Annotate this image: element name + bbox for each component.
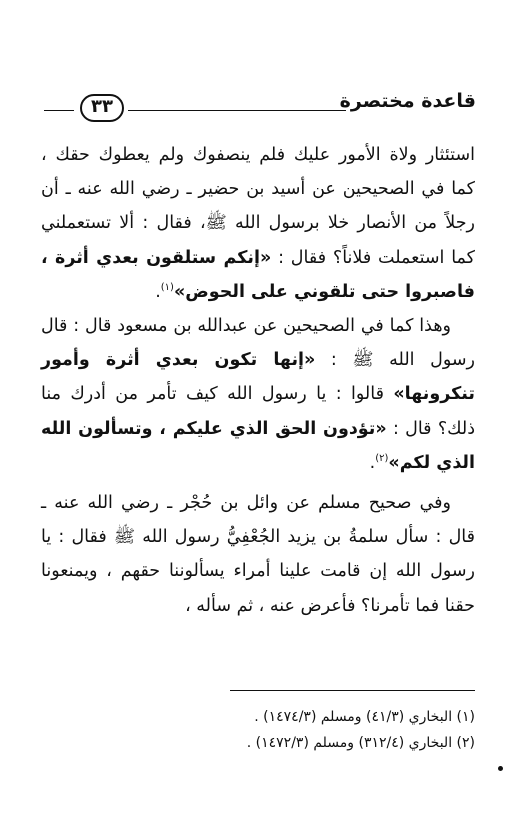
header-rule [128,110,346,111]
footnotes [45,704,475,756]
page-body [41,138,475,623]
paragraph-1-end: . [155,281,161,302]
running-title: قاعدة مختصرة [339,90,476,112]
paragraph-1-text: استئثار ولاة الأمور عليك فلم ينصفوك ولم يعطوك حقك ، كما في الصحيحين عن أسيد بن حضير ـ رضي الله عنه ـ أن رجلاً من الأنصار خلا برسول الله ﷺ، فقال : ألا تستعملني كما استعملت فلاناً؟ فقال : [41,145,475,268]
hadith-quote-2: «إنها تكون بعدي أثرة وأمور تنكرونها» [41,350,475,405]
paragraph-3: وفي صحيح مسلم عن وائل بن حُجْر ـ رضي الله عنه ـ قال : سأل سلمةُ بن يزيد الجُعْفِيُّ رسول الله ﷺ فقال : يا رسول الله إن قامت علينا أمراء يسألوننا حقهم ، ويمنعونا حقنا فما تأمرنا؟ فأعرض عنه ، ثم سأله ، [41,493,475,616]
page-header [44,86,476,126]
paragraph-2-text-a: وهذا كما في الصحيحين عن عبدالله بن مسعود قال : قال رسول الله ﷺ : [41,316,476,371]
footnote-ref-1: (١) [160,281,174,293]
hadith-quote-1: «إنكم ستلقون بعدي أثرة ، فاصبروا حتى تلقوني على الحوض» [41,247,475,302]
header-rule-left [44,110,74,111]
footnote-rule [230,690,475,691]
paragraph-1 [41,138,475,309]
footnote-1: (١) البخاري (٤١/٣) ومسلم (١٤٧٤/٣) . [254,709,475,725]
paragraph-2-end: . [369,452,376,473]
footnote-ref-2: (٢) [375,453,389,464]
hadith-quote-3: «تؤدون الحق الذي عليكم ، وتسألون الله الذي لكم» [41,418,475,473]
footnote-2: (٢) البخاري (٣١٢/٤) ومسلم (١٤٧٢/٣) . [246,735,475,751]
paragraph-2-text-b: قالوا : يا رسول الله كيف تأمر من أدرك منا ذلك؟ قال : [41,384,475,439]
margin-dot [498,766,503,771]
paragraph-2 [41,309,475,480]
page-number: ٣٣ [80,94,124,122]
